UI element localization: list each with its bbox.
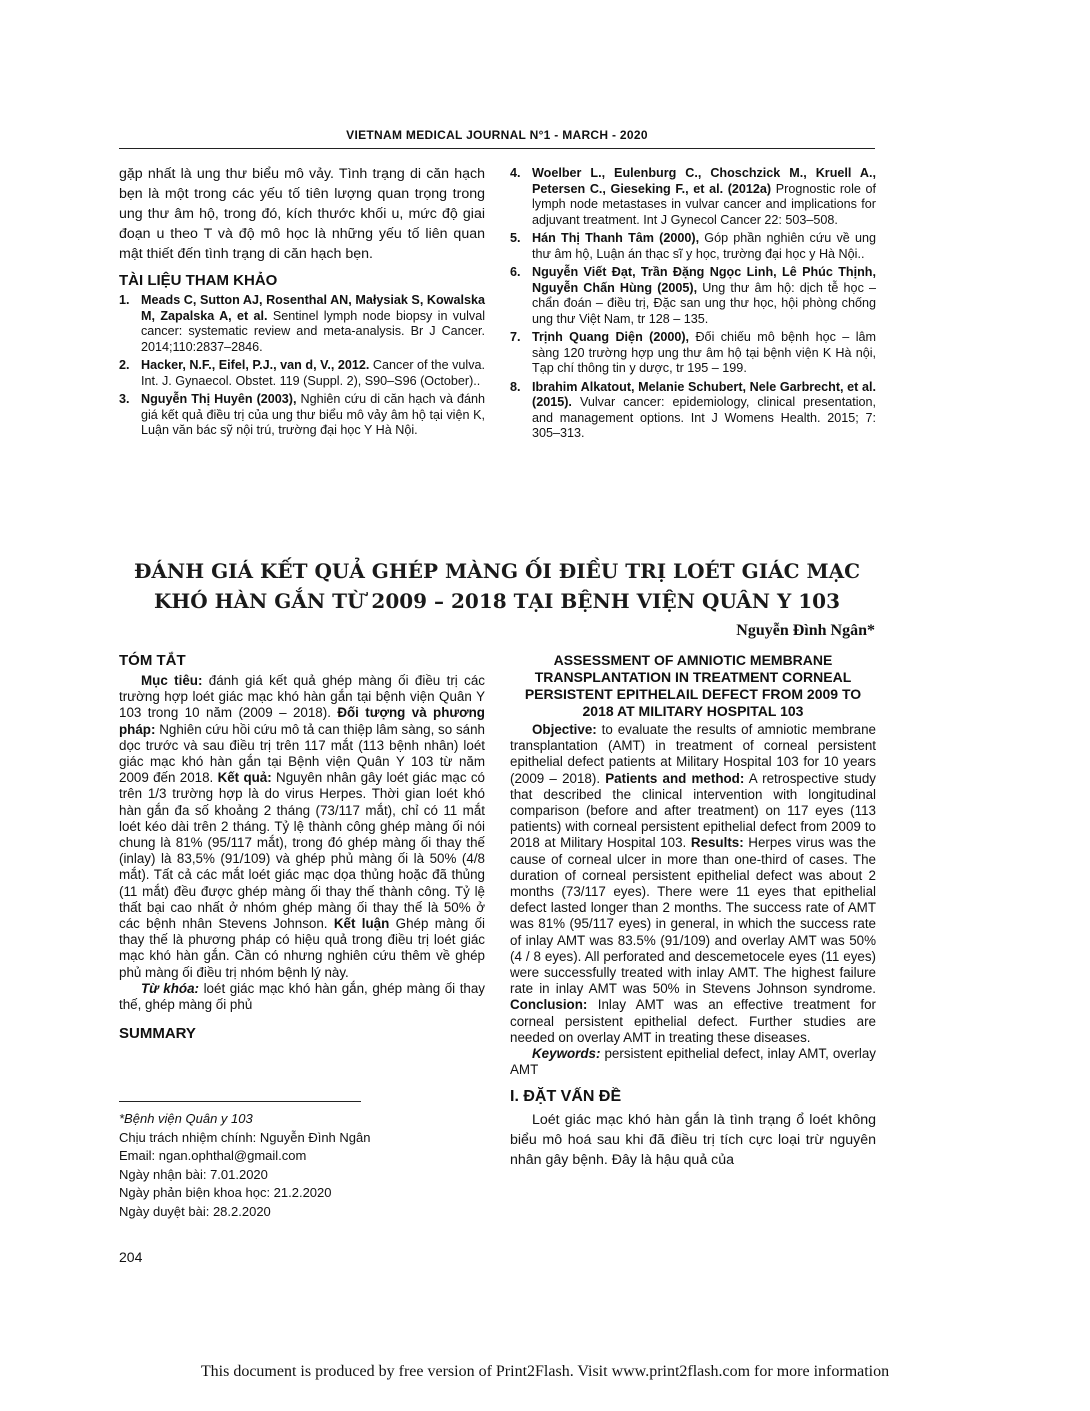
en-keywords	[510, 1046, 876, 1078]
keywords-label: Keywords:	[532, 1046, 601, 1062]
footnote-approved: Ngày duyệt bài: 28.2.2020	[119, 1203, 271, 1219]
article-title-line1: ĐÁNH GIÁ KẾT QUẢ GHÉP MÀNG ỐI ĐIỀU TRỊ LOÉT GIÁC MẠC	[133, 559, 861, 583]
intro-heading: I. ĐẶT VẤN ĐỀ	[510, 1088, 622, 1106]
reference-item	[510, 380, 876, 442]
continued-paragraph: gặp nhất là ung thư biểu mô vảy. Tình trạng di căn hạch bẹn là một trong các yếu tố tiên lượng quan trọng trong ung thư âm hộ, trong đó, kích thước khối u, mức độ giai đoạn u theo T và độ mô học là những yếu tố liên quan mật thiết đến tình trạng di căn hạch bẹn.	[119, 166, 485, 262]
reference-authors: Hán Thị Thanh Tâm (2000),	[532, 231, 700, 245]
keywords-text: loét giác mạc khó hàn gắn, ghép màng ối thay thế, ghép màng ối phủ	[119, 980, 486, 1013]
reference-details: Sentinel lymph node biopsy in vulval cancer: systematic review and meta-analysis. Br J Cancer. 2014;110:2837–2846.	[141, 308, 485, 354]
method-text: Nghiên cứu hồi cứu mô tả can thiệp lâm sàng, so sánh dọc trước và sau điều trị trên 117 mắt (113 bệnh nhân) loét giác mạc khó hàn gắn tại Bệnh viện Quân Y 103 từ năm 2009 đến 2018.	[119, 721, 485, 786]
results-label: Kết quả:	[217, 770, 272, 786]
results-text: Herpes virus was the cause of corneal ulcer in more than one-third of cases. The duration of corneal persistent epithelial defect was about 2 months (73/117 eyes). There were 11 eyes that epithelial defect lasted longer than 2 months. The success rate of AMT was 81% (95/117 eyes) in general, in which the success rate of inlay AMT was 83.5% (91/109) and overlay AMT was 50% (4 / 8 eyes). All perforated and descemetocele eyes (11 eyes) were successfully treated with inlay AMT. The highest failure rate in inlay AMT was 50% in Stevens Johnson syndrome.	[510, 835, 877, 997]
reference-authors: Trịnh Quang Diện (2000),	[532, 330, 690, 344]
article-author: Nguyễn Đình Ngân*	[736, 622, 875, 639]
reference-details: Cancer of the vulva. Int. J. Gynaecol. Obstet. 119 (Suppl. 2), S90–S96 (October)..	[141, 358, 485, 388]
en-abstract-paragraph	[510, 722, 876, 1046]
article-title	[119, 556, 875, 616]
objective-text: đánh giá kết quả ghép màng ối điều trị các trường hợp loét giác mạc khó hàn gắn tại bệnh viện Quân Y 103 trong 10 năm (2009 – 2018).	[119, 673, 485, 721]
reference-number: 2.	[119, 358, 130, 372]
footnote-email: Email: ngan.ophthal@gmail.com	[119, 1148, 307, 1163]
footnote-reviewed: Ngày phản biện khoa học: 21.2.2020	[119, 1185, 332, 1200]
references-heading: TÀI LIỆU THAM KHẢO	[119, 272, 278, 289]
footnote-responsible: Chịu trách nhiệm chính: Nguyễn Đình Ngân	[119, 1129, 371, 1145]
reference-item	[510, 330, 876, 377]
reference-item	[119, 392, 485, 439]
conclusion-label: Conclusion:	[510, 997, 588, 1013]
reference-number: 6.	[510, 265, 521, 279]
reference-authors: Meads C, Sutton AJ, Rosenthal AN, Małysiak S, Kowalska M, Zapalska A, et al.	[141, 293, 485, 323]
objective-text: to evaluate the results of amniotic membrane transplantation (AMT) in treatment of corneal persistent epithelial defect patients at Military Hospital 103 for 10 years (2009 – 2018).	[510, 722, 876, 786]
footnote-rule	[119, 1101, 361, 1102]
summary-heading: SUMMARY	[119, 1025, 196, 1043]
objective-label: Objective:	[532, 722, 597, 737]
footnote-affiliation: *Bệnh viện Quân y 103	[119, 1111, 253, 1126]
method-text: A retrospective study that described the clinical intervention with longitudinal comparison (before and after treatment) on 117 eyes (113 patients) with corneal persistent epithelial defect from 2009 to 2018 at Military Hospital 103.	[510, 770, 877, 851]
journal-header: VIETNAM MEDICAL JOURNAL N°1 - MARCH - 2020	[346, 128, 648, 142]
intro-text: Loét giác mạc khó hàn gắn là tình trạng ổ loét không biểu mô hoá sau khi đã điều trị tích cực loại trừ nguyên nhân gây bệnh. Đây là hậu quả của	[510, 1112, 876, 1169]
right-column-top	[510, 166, 876, 445]
reference-details: Góp phần nghiên cứu về ung thư âm hộ, Luận án thạc sĩ y học, trường đại học y Hà Nội..	[532, 231, 876, 261]
reference-authors: Nguyễn Viết Đạt, Trần Đặng Ngọc Linh, Lê Phúc Thịnh, Nguyễn Chấn Hùng (2005),	[532, 265, 876, 295]
en-title: ASSESSMENT OF AMNIOTIC MEMBRANE TRANSPLANTATION IN TREATMENT CORNEAL PERSISTENT EPITHELAIL DEFECT FROM 2009 TO 2018 AT MILITARY HOSPITAL 103	[524, 652, 862, 719]
reference-details: Ung thư âm hộ: dịch tễ học – chẩn đoán – điều trị, Đặc san ung thư học, hội phòng chống ung thư Việt Nam, tr 128 – 135.	[532, 280, 876, 326]
en-abstract-body	[510, 722, 876, 1078]
vn-abstract-body	[119, 673, 485, 1013]
results-label: Results:	[690, 835, 744, 851]
reference-item	[119, 358, 485, 389]
footnotes	[119, 1110, 485, 1221]
reference-details: Prognostic role of lymph node metastases in vulvar cancer and implications for adjuvant treatment. Int J Gynecol Cancer 22: 503–508.	[532, 181, 876, 227]
en-abstract	[510, 652, 876, 1170]
reference-details: Đối chiếu mô bệnh học – lâm sàng 120 trường hợp ung thư âm hộ tại bệnh viện K Hà nội, Tạp chí thông tin y dược, tr 195 – 199.	[532, 330, 876, 375]
conclusion-label: Kết luận	[333, 916, 390, 932]
objective-label: Mục tiêu:	[141, 673, 203, 688]
references-list-right	[510, 166, 876, 442]
reference-details: Nghiên cứu di căn hạch và đánh giá kết quả điều trị của ung thư biểu mô vảy âm hộ tại viện K, Luận văn bác sỹ nội trú, trường đại học Y Hà Nội.	[141, 392, 485, 437]
article-title-line2: KHÓ HÀN GẮN TỪ 2009 – 2018 TẠI BỆNH VIỆN QUÂN Y 103	[153, 589, 841, 613]
method-label: Đối tượng và phương pháp:	[119, 705, 485, 737]
conclusion-text: Ghép màng ối thay thế là phương pháp có hiệu quả trong điều trị loét giác mạc khó hàn gắn. Cần có nhưng nghiên cứu thêm về ghép phủ màng ối điều trị nhóm bệnh lý này.	[119, 916, 486, 980]
reference-number: 5.	[510, 231, 521, 245]
print2flash-watermark: This document is produced by free version of Print2Flash. Visit www.print2flash.com for more information	[200, 1363, 890, 1380]
reference-number: 3.	[119, 392, 130, 406]
reference-item	[510, 166, 876, 228]
reference-authors: Hacker, N.F., Eifel, P.J., van d, V., 2012.	[141, 358, 370, 372]
conclusion-text: Inlay AMT was an effective treatment for corneal persistent epithelial defect. Further studies are needed on overlay AMT in treating these diseases.	[510, 997, 876, 1045]
header-rule	[119, 148, 875, 149]
reference-item	[119, 293, 485, 355]
page-number: 204	[119, 1249, 143, 1265]
vn-abstract	[119, 652, 485, 1046]
keywords-text: persistent epithelial defect, inlay AMT, overlay AMT	[510, 1046, 876, 1078]
reference-details: Vulvar cancer: epidemiology, clinical presentation, and management options. Int J Womens Health. 2015; 7: 305–313.	[532, 395, 876, 440]
vn-abstract-paragraph	[119, 673, 485, 981]
reference-item	[510, 265, 876, 327]
reference-number: 8.	[510, 379, 521, 394]
method-label: Patients and method:	[605, 770, 745, 786]
reference-authors: Ibrahim Alkatout, Melanie Schubert, Nele Garbrecht, et al. (2015).	[532, 379, 876, 409]
references-list-left	[119, 293, 485, 439]
reference-item	[510, 231, 876, 262]
reference-number: 4.	[510, 166, 521, 180]
reference-number: 7.	[510, 330, 521, 344]
vn-keywords	[119, 981, 485, 1013]
reference-number: 1.	[119, 293, 130, 307]
reference-authors: Woelber L., Eulenburg C., Choschzick M., Kruell A., Petersen C., Gieseking F., et al. (2012a)	[532, 166, 876, 196]
tom-tat-heading: TÓM TẮT	[119, 652, 186, 669]
results-text: Nguyên nhân gây loét giác mạc có trên 1/3 trường hợp là do virus Herpes. Thời gian loét khó hàn gắn đa số khoảng 2 tháng (73/117 mắt), chỉ có 11 mắt loét kéo dài trên 2 tháng. Tỷ lệ thành công ghép màng ối nói chung là 81% (95/117 mắt), trong đó ghép màng ối thay thế (inlay) là 83,5% (91/109) và ghép phủ màng ối là 50% (4/8 mắt). Tất cả các mắt loét giác mạc dọa thủng hoặc đã thủng (11 mắt) đều được ghép màng ối thay thế thành công. Tỷ lệ thất bại cao nhất ở nhóm ghép màng ối thay thế là 50% ở các bệnh nhân Stevens Johnson.	[119, 770, 485, 932]
keywords-label: Từ khóa:	[141, 980, 200, 996]
left-column-top	[119, 164, 485, 442]
footnote-received: Ngày nhận bài: 7.01.2020	[119, 1166, 268, 1182]
reference-authors: Nguyễn Thị Huyên (2003),	[141, 392, 297, 406]
